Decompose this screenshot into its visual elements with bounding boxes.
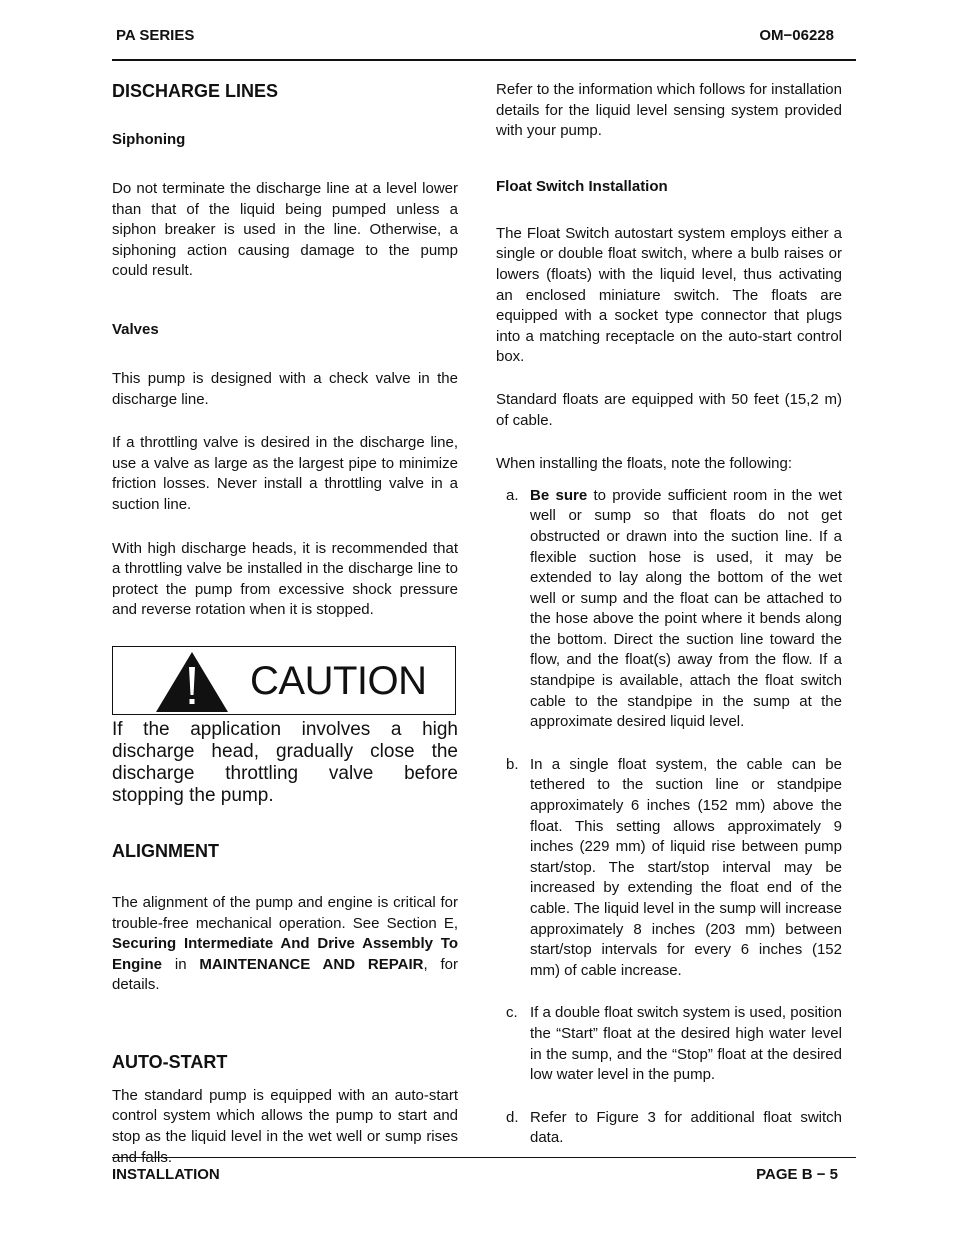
page-number: PAGE B − 5 (756, 1166, 838, 1183)
valves-paragraph-3: With high discharge heads, it is recommended that a throttling valve be installed in the discharge line to protect the pump from excessive shock pressure and reverse rotation when it is stopped. (112, 539, 458, 619)
warning-triangle-icon (155, 651, 229, 713)
alignment-paragraph: The alignment of the pump and engine is critical for trouble-free mechanical operation. See Section E, Securing Intermediate And Drive Assembly To Engine in MAINTENANCE AND REPAIR, for details. (112, 893, 459, 994)
discharge-lines-heading: DISCHARGE LINES (112, 81, 279, 101)
float-paragraph-3: When installing the floats, note the following: (496, 455, 793, 473)
float-switch-heading: Float Switch Installation (496, 177, 668, 195)
siphoning-heading: Siphoning (112, 131, 186, 148)
right-column (496, 80, 842, 1149)
list-item: a. Be sure to provide sufficient room in the wet well or sump so that floats do not get obstructed or drawn into the suction line. If a flexible suction hose is used, it may be extended to lay along the bottom of the wet well or sump and the float can be attached to the hose above the point where it bends along the bottom. Direct the suction line toward the flow, and the float(s) away from the flow. If a standpipe is available, attach the float switch cable to the standpipe in the sump at the approximate desired liquid level. (506, 486, 842, 731)
list-item: d. Refer to Figure 3 for additional float switch data. (506, 1108, 842, 1147)
alignment-heading: ALIGNMENT (112, 840, 219, 861)
valves-heading: Valves (112, 320, 159, 338)
list-item: c. If a double float switch system is used, position the “Start” float at the desired high water level in the sump, and the “Stop” float at the desired low water level in the pump. (506, 1004, 842, 1084)
caution-label: CAUTION (250, 658, 427, 703)
header-series: PA SERIES (116, 27, 195, 44)
auto-start-paragraph: The standard pump is equipped with an auto-start control system which allows the pump to start and stop as the liquid level in the wet well or sump rises and falls. (112, 1086, 458, 1166)
siphoning-paragraph: Do not terminate the discharge line at a level lower than that of the liquid being pumped unless a siphon breaker is used in the line. Otherwise, a siphoning action causing damage to the pump could result. (112, 180, 458, 280)
valves-paragraph-1: This pump is designed with a check valve in the discharge line. (112, 369, 458, 408)
valves-paragraph-2: If a throttling valve is desired in the discharge line, use a valve as large as the largest pipe to minimize friction losses. Never install a throttling valve in a suction line. (112, 434, 458, 513)
footer-section: INSTALLATION (112, 1166, 220, 1183)
footer-rule (112, 1157, 856, 1158)
caution-text: If the application involves a high discharge head, gradually close the discharge throttling valve before stopping the pump. (112, 718, 458, 806)
caution-box (112, 646, 456, 715)
header-doc-number: OM−06228 (759, 27, 834, 44)
intro-paragraph: Refer to the information which follows for installation details for the liquid level sensing system provided with your pump. (496, 81, 842, 140)
float-paragraph-2: Standard floats are equipped with 50 feet (15,2 m) of cable. (496, 390, 842, 429)
header-rule (112, 59, 856, 61)
left-column (112, 80, 458, 1168)
auto-start-heading: AUTO-START (112, 1051, 228, 1072)
float-paragraph-1: The Float Switch autostart system employs either a single or double float switch, where a bulb raises or lowers (floats) with the liquid level, thus activating an enclosed miniature switch. The floats are equipped with a socket type connector that plugs into a matching receptacle on the auto-start control box. (496, 224, 842, 366)
list-item: b. In a single float system, the cable can be tethered to the suction line or standpipe approximately 6 inches (152 mm) above the float. This setting allows approximately 9 inches (229 mm) of liquid rise between pump start/stop. The start/stop interval may be increased by extending the float end of the cable. The liquid level in the sump will increase approximately 8 inches (203 mm) between start/stop intervals for every 6 inches (152 mm) of cable increase. (506, 755, 842, 979)
